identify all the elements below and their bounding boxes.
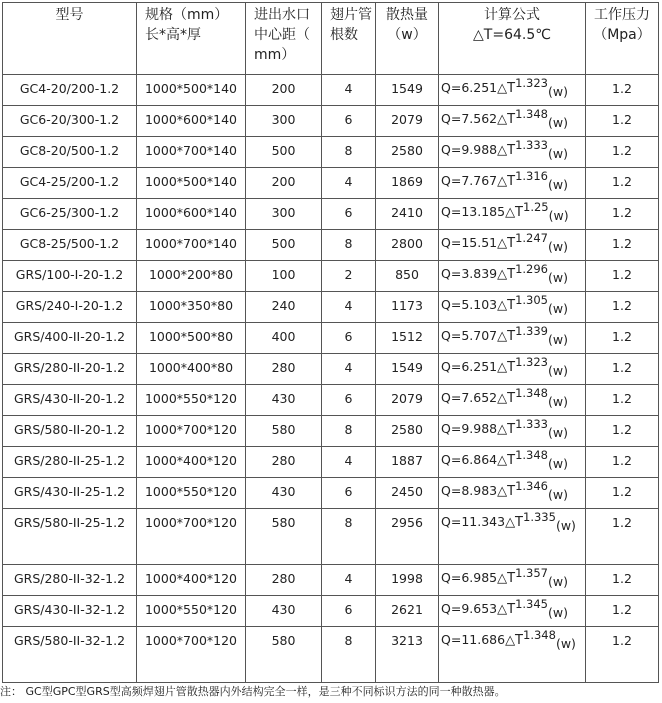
pressure-cell: 1.2	[586, 323, 659, 354]
tube-count-cell: 4	[322, 168, 376, 199]
formula-prefix: Q=	[441, 173, 462, 188]
model-cell: GRS/280-II-32-1.2	[3, 565, 137, 596]
model-cell: GC4-20/200-1.2	[3, 75, 137, 106]
formula-unit: (w)	[548, 605, 568, 620]
formula-prefix: Q=	[441, 632, 462, 647]
formula-exponent: 1.316	[515, 169, 548, 183]
center-distance-cell: 580	[246, 416, 322, 447]
formula-cell	[439, 230, 586, 261]
formula-unit: (w)	[548, 146, 568, 161]
pressure-cell: 1.2	[586, 385, 659, 416]
formula-cell	[439, 168, 586, 199]
spec-cell: 1000*500*80	[137, 323, 246, 354]
formula-cell	[439, 199, 586, 230]
spec-cell: 1000*200*80	[137, 261, 246, 292]
formula-prefix: Q=	[441, 452, 462, 467]
formula-prefix: Q=	[441, 421, 462, 436]
formula-prefix: Q=	[441, 80, 462, 95]
formula-prefix: Q=	[441, 483, 462, 498]
tube-count-cell: 4	[322, 354, 376, 385]
formula-cell	[439, 478, 586, 509]
formula-exponent: 1.346	[515, 479, 548, 493]
table-row	[3, 565, 659, 596]
heat-output-cell: 1887	[376, 447, 439, 478]
formula-prefix: Q=	[441, 570, 462, 585]
model-cell: GRS/280-II-25-1.2	[3, 447, 137, 478]
pressure-cell: 1.2	[586, 261, 659, 292]
formula-exponent: 1.339	[515, 324, 548, 338]
formula-unit: (w)	[548, 115, 568, 130]
tube-count-cell: 6	[322, 323, 376, 354]
formula-prefix: Q=	[441, 328, 462, 343]
formula-cell	[439, 292, 586, 323]
spec-cell: 1000*550*120	[137, 596, 246, 627]
pressure-cell: 1.2	[586, 509, 659, 565]
spec-cell: 1000*700*120	[137, 627, 246, 683]
formula-prefix: Q=	[441, 142, 462, 157]
formula-unit: (w)	[555, 518, 576, 533]
spec-cell: 1000*700*140	[137, 230, 246, 261]
spec-cell: 1000*700*140	[137, 137, 246, 168]
model-cell: GC8-20/500-1.2	[3, 137, 137, 168]
formula-coefficient: 11.686	[461, 632, 506, 647]
spec-cell: 1000*700*120	[137, 509, 246, 565]
formula-delta-t: △T	[497, 298, 516, 313]
table-row	[3, 199, 659, 230]
formula-prefix: Q=	[441, 359, 462, 374]
tube-count-cell: 6	[322, 106, 376, 137]
center-distance-cell: 500	[246, 230, 322, 261]
formula-unit: (w)	[548, 425, 568, 440]
pressure-cell: 1.2	[586, 292, 659, 323]
formula-unit: (w)	[548, 177, 568, 192]
tube-count-cell: 6	[322, 478, 376, 509]
table-row	[3, 447, 659, 478]
formula-coefficient: 8.983	[461, 483, 498, 498]
model-cell: GRS/430-II-25-1.2	[3, 478, 137, 509]
center-distance-cell: 580	[246, 509, 322, 565]
formula-cell	[439, 261, 586, 292]
formula-coefficient: 9.653	[461, 601, 498, 616]
formula-coefficient: 6.251	[461, 359, 498, 374]
formula-exponent: 1.348	[515, 107, 548, 121]
table-row	[3, 416, 659, 447]
spec-cell: 1000*600*140	[137, 199, 246, 230]
heat-output-cell: 2580	[376, 416, 439, 447]
header-row	[3, 3, 659, 75]
heat-output-cell: 2450	[376, 478, 439, 509]
table-row	[3, 261, 659, 292]
tube-count-cell: 8	[322, 627, 376, 683]
tube-count-cell: 6	[322, 199, 376, 230]
formula-coefficient: 6.864	[461, 452, 498, 467]
table-row	[3, 354, 659, 385]
center-distance-cell: 280	[246, 565, 322, 596]
formula-exponent: 1.335	[523, 510, 556, 524]
formula-delta-t: △T	[497, 571, 516, 586]
model-cell: GRS/280-II-20-1.2	[3, 354, 137, 385]
heat-output-cell: 1173	[376, 292, 439, 323]
formula-delta-t: △T	[505, 633, 524, 648]
heat-output-cell: 2621	[376, 596, 439, 627]
formula-delta-t: △T	[497, 484, 516, 499]
formula-delta-t: △T	[497, 267, 516, 282]
pressure-cell: 1.2	[586, 565, 659, 596]
formula-coefficient: 13.185	[461, 204, 506, 219]
formula-cell	[439, 106, 586, 137]
tube-count-cell: 2	[322, 261, 376, 292]
header-model: 型号	[3, 3, 137, 75]
formula-cell	[439, 323, 586, 354]
table-row	[3, 596, 659, 627]
tube-count-cell: 8	[322, 416, 376, 447]
formula-delta-t: △T	[497, 329, 516, 344]
formula-exponent: 1.348	[523, 628, 556, 642]
formula-cell	[439, 385, 586, 416]
formula-unit: (w)	[548, 270, 568, 285]
model-cell: GRS/580-II-20-1.2	[3, 416, 137, 447]
center-distance-cell: 580	[246, 627, 322, 683]
model-cell: GRS/580-II-32-1.2	[3, 627, 137, 683]
table-row	[3, 323, 659, 354]
spec-cell: 1000*500*140	[137, 75, 246, 106]
formula-unit: (w)	[548, 574, 568, 589]
formula-cell	[439, 354, 586, 385]
table-row	[3, 137, 659, 168]
formula-exponent: 1.323	[515, 76, 548, 90]
formula-delta-t: △T	[497, 81, 516, 96]
center-distance-cell: 300	[246, 199, 322, 230]
formula-prefix: Q=	[441, 390, 462, 405]
formula-unit: (w)	[555, 636, 576, 651]
formula-coefficient: 7.767	[461, 173, 498, 188]
formula-delta-t: △T	[505, 515, 524, 530]
model-cell: GRS/100-I-20-1.2	[3, 261, 137, 292]
formula-prefix: Q=	[441, 235, 462, 250]
pressure-cell: 1.2	[586, 354, 659, 385]
formula-cell	[439, 416, 586, 447]
pressure-cell: 1.2	[586, 416, 659, 447]
tube-count-cell: 8	[322, 230, 376, 261]
heat-output-cell: 3213	[376, 627, 439, 683]
radiator-spec-table	[2, 2, 659, 683]
pressure-cell: 1.2	[586, 75, 659, 106]
formula-coefficient: 7.562	[461, 111, 498, 126]
tube-count-cell: 4	[322, 75, 376, 106]
formula-exponent: 1.333	[515, 417, 548, 431]
header-heat-output: 散热量 （w）	[376, 3, 439, 75]
pressure-cell: 1.2	[586, 447, 659, 478]
heat-output-cell: 2079	[376, 106, 439, 137]
formula-exponent: 1.305	[515, 293, 548, 307]
formula-delta-t: △T	[497, 360, 516, 375]
spec-cell: 1000*600*140	[137, 106, 246, 137]
center-distance-cell: 430	[246, 596, 322, 627]
formula-delta-t: △T	[497, 453, 516, 468]
formula-delta-t: △T	[497, 602, 516, 617]
formula-exponent: 1.333	[515, 138, 548, 152]
formula-delta-t: △T	[497, 422, 516, 437]
formula-unit: (w)	[548, 487, 568, 502]
spec-cell: 1000*550*120	[137, 478, 246, 509]
table-row	[3, 627, 659, 683]
formula-exponent: 1.323	[515, 355, 548, 369]
formula-prefix: Q=	[441, 111, 462, 126]
formula-unit: (w)	[548, 301, 568, 316]
heat-output-cell: 2580	[376, 137, 439, 168]
tube-count-cell: 4	[322, 565, 376, 596]
tube-count-cell: 4	[322, 447, 376, 478]
model-cell: GC6-20/300-1.2	[3, 106, 137, 137]
formula-cell	[439, 627, 586, 683]
table-row	[3, 292, 659, 323]
table-row	[3, 230, 659, 261]
header-spec: 规格（mm） 长*高*厚	[137, 3, 246, 75]
center-distance-cell: 300	[246, 106, 322, 137]
spec-cell: 1000*550*120	[137, 385, 246, 416]
center-distance-cell: 500	[246, 137, 322, 168]
formula-exponent: 1.348	[515, 386, 548, 400]
heat-output-cell: 2800	[376, 230, 439, 261]
formula-unit: (w)	[548, 394, 568, 409]
model-cell: GRS/240-I-20-1.2	[3, 292, 137, 323]
heat-output-cell: 2079	[376, 385, 439, 416]
pressure-cell: 1.2	[586, 596, 659, 627]
tube-count-cell: 8	[322, 137, 376, 168]
center-distance-cell: 100	[246, 261, 322, 292]
formula-prefix: Q=	[441, 266, 462, 281]
table-row	[3, 106, 659, 137]
spec-cell: 1000*500*140	[137, 168, 246, 199]
center-distance-cell: 430	[246, 478, 322, 509]
formula-delta-t: △T	[505, 205, 524, 220]
model-cell: GC6-25/300-1.2	[3, 199, 137, 230]
tube-count-cell: 8	[322, 509, 376, 565]
formula-exponent: 1.296	[515, 262, 548, 276]
table-row	[3, 168, 659, 199]
model-cell: GRS/430-II-20-1.2	[3, 385, 137, 416]
tube-count-cell: 6	[322, 385, 376, 416]
model-cell: GRS/400-II-20-1.2	[3, 323, 137, 354]
formula-unit: (w)	[548, 84, 568, 99]
heat-output-cell: 850	[376, 261, 439, 292]
pressure-cell: 1.2	[586, 478, 659, 509]
formula-exponent: 1.345	[515, 597, 548, 611]
tube-count-cell: 6	[322, 596, 376, 627]
formula-exponent: 1.348	[515, 448, 548, 462]
formula-unit: (w)	[548, 456, 568, 471]
header-pressure: 工作压力 （Mpa）	[586, 3, 659, 75]
header-tube-count: 翅片管 根数	[322, 3, 376, 75]
formula-cell	[439, 137, 586, 168]
heat-output-cell: 2410	[376, 199, 439, 230]
table-row	[3, 509, 659, 565]
spec-cell: 1000*400*120	[137, 447, 246, 478]
header-center-distance: 进出水口 中心距（ mm）	[246, 3, 322, 75]
heat-output-cell: 1512	[376, 323, 439, 354]
heat-output-cell: 1549	[376, 354, 439, 385]
spec-cell: 1000*350*80	[137, 292, 246, 323]
formula-prefix: Q=	[441, 204, 462, 219]
pressure-cell: 1.2	[586, 168, 659, 199]
heat-output-cell: 1549	[376, 75, 439, 106]
formula-delta-t: △T	[497, 391, 516, 406]
formula-coefficient: 9.988	[461, 142, 498, 157]
formula-exponent: 1.357	[515, 566, 548, 580]
formula-exponent: 1.247	[515, 231, 548, 245]
formula-prefix: Q=	[441, 514, 462, 529]
formula-unit: (w)	[548, 363, 568, 378]
pressure-cell: 1.2	[586, 230, 659, 261]
formula-coefficient: 6.251	[461, 80, 498, 95]
formula-coefficient: 7.652	[461, 390, 498, 405]
formula-cell	[439, 596, 586, 627]
center-distance-cell: 430	[246, 385, 322, 416]
heat-output-cell: 1869	[376, 168, 439, 199]
tube-count-cell: 4	[322, 292, 376, 323]
header-formula: 计算公式 △T=64.5℃	[439, 3, 586, 75]
center-distance-cell: 280	[246, 354, 322, 385]
formula-prefix: Q=	[441, 297, 462, 312]
formula-delta-t: △T	[497, 112, 516, 127]
model-cell: GRS/580-II-25-1.2	[3, 509, 137, 565]
formula-coefficient: 5.103	[461, 297, 498, 312]
formula-coefficient: 9.988	[461, 421, 498, 436]
center-distance-cell: 240	[246, 292, 322, 323]
table-row	[3, 385, 659, 416]
formula-coefficient: 15.51	[461, 235, 498, 250]
formula-delta-t: △T	[497, 143, 516, 158]
model-cell: GC4-25/200-1.2	[3, 168, 137, 199]
formula-unit: (w)	[548, 208, 569, 223]
pressure-cell: 1.2	[586, 199, 659, 230]
formula-delta-t: △T	[497, 174, 516, 189]
formula-coefficient: 6.985	[461, 570, 498, 585]
heat-output-cell: 1998	[376, 565, 439, 596]
pressure-cell: 1.2	[586, 627, 659, 683]
formula-coefficient: 5.707	[461, 328, 498, 343]
footnote: 注： GC型GPC型GRS型高频焊翅片管散热器内外结构完全一样，是三种不同标识方法的同一种散热器。	[0, 685, 506, 698]
formula-unit: (w)	[548, 239, 568, 254]
formula-cell	[439, 565, 586, 596]
formula-exponent: 1.25	[523, 200, 549, 214]
model-cell: GRS/430-II-32-1.2	[3, 596, 137, 627]
center-distance-cell: 400	[246, 323, 322, 354]
pressure-cell: 1.2	[586, 137, 659, 168]
formula-cell	[439, 509, 586, 565]
table-body	[3, 75, 659, 683]
spec-cell: 1000*700*120	[137, 416, 246, 447]
center-distance-cell: 280	[246, 447, 322, 478]
spec-cell: 1000*400*80	[137, 354, 246, 385]
table-row	[3, 75, 659, 106]
formula-coefficient: 3.839	[461, 266, 498, 281]
formula-cell	[439, 447, 586, 478]
formula-cell	[439, 75, 586, 106]
center-distance-cell: 200	[246, 168, 322, 199]
heat-output-cell: 2956	[376, 509, 439, 565]
spec-cell: 1000*400*120	[137, 565, 246, 596]
formula-delta-t: △T	[497, 236, 516, 251]
pressure-cell: 1.2	[586, 106, 659, 137]
formula-unit: (w)	[548, 332, 568, 347]
model-cell: GC8-25/500-1.2	[3, 230, 137, 261]
center-distance-cell: 200	[246, 75, 322, 106]
formula-coefficient: 11.343	[461, 514, 506, 529]
table-row	[3, 478, 659, 509]
formula-prefix: Q=	[441, 601, 462, 616]
